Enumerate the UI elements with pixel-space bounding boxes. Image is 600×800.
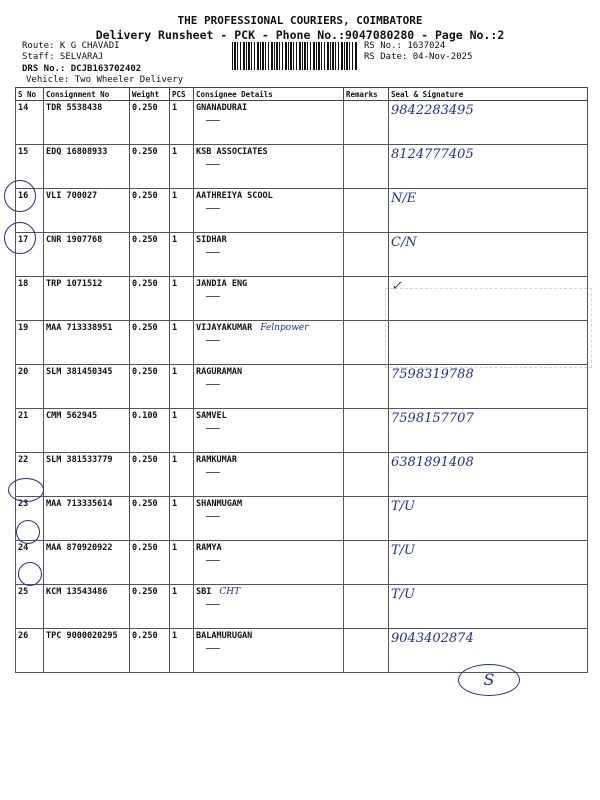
remarks-cell [344, 409, 389, 453]
pcs-cell: 1 [170, 409, 194, 453]
weight-cell: 0.250 [130, 277, 170, 321]
table-row [16, 365, 588, 409]
remarks-cell [344, 453, 389, 497]
circle-mark [8, 478, 44, 502]
consignee-cell [194, 277, 344, 321]
sno-cell: 21 [16, 409, 44, 453]
pcs-cell: 1 [170, 101, 194, 145]
signature-cell: C/N [389, 233, 588, 277]
consignee-name: KSB ASSOCIATES [196, 147, 268, 157]
pcs-cell: 1 [170, 233, 194, 277]
remarks-cell [344, 585, 389, 629]
consignee-cell [194, 409, 344, 453]
consignee-cell [194, 233, 344, 277]
consignee-cell [194, 453, 344, 497]
consignment-cell: TRP 1071512 [44, 277, 130, 321]
weight-cell: 0.250 [130, 541, 170, 585]
circle-mark [4, 180, 36, 212]
remarks-cell [344, 189, 389, 233]
dash-mark [206, 296, 220, 297]
weight-cell: 0.250 [130, 101, 170, 145]
consignment-cell: SLM 381450345 [44, 365, 130, 409]
vehicle-label: Vehicle: Two Wheeler Delivery [26, 75, 184, 85]
weight-cell: 0.250 [130, 189, 170, 233]
table-row [16, 145, 588, 189]
remarks-cell [344, 277, 389, 321]
delivery-table [15, 87, 588, 673]
consignment-cell: MAA 870920922 [44, 541, 130, 585]
table-row [16, 541, 588, 585]
pcs-cell: 1 [170, 365, 194, 409]
remarks-cell [344, 101, 389, 145]
rs-number: RS No.: 1637024 [364, 41, 446, 51]
sno-cell: 24 [16, 541, 44, 585]
signature-cell: 9842283495 [389, 101, 588, 145]
company-title: THE PROFESSIONAL COURIERS, COIMBATORE [177, 14, 423, 27]
remarks-cell [344, 629, 389, 673]
dash-mark [206, 472, 220, 473]
consignment-cell: MAA 713338951 [44, 321, 130, 365]
consignee-cell [194, 101, 344, 145]
sno-cell: 23 [16, 497, 44, 541]
sno-cell: 25 [16, 585, 44, 629]
sno-cell: 19 [16, 321, 44, 365]
remarks-cell [344, 541, 389, 585]
consignee-cell [194, 497, 344, 541]
dash-mark [206, 516, 220, 517]
signature-cell: 6381891408 [389, 453, 588, 497]
faded-stamp [385, 288, 592, 368]
col-pcs: PCS [170, 88, 194, 101]
pcs-cell: 1 [170, 189, 194, 233]
table-row [16, 409, 588, 453]
remarks-cell [344, 233, 389, 277]
dash-mark [206, 164, 220, 165]
staff-label: Staff: SELVARAJ [22, 52, 104, 62]
pcs-cell: 1 [170, 497, 194, 541]
table-row [16, 189, 588, 233]
weight-cell: 0.250 [130, 497, 170, 541]
table-row [16, 233, 588, 277]
table-row [16, 101, 588, 145]
dash-mark [206, 120, 220, 121]
dash-mark [206, 252, 220, 253]
remarks-cell [344, 145, 389, 189]
rs-date: RS Date: 04-Nov-2025 [364, 52, 473, 62]
consignment-cell: EDQ 16808933 [44, 145, 130, 189]
circle-mark [18, 562, 42, 586]
col-consignment: Consignment No [44, 88, 130, 101]
signature-mark: S [458, 664, 520, 696]
remarks-cell [344, 365, 389, 409]
consignee-name: BALAMURUGAN [196, 631, 253, 641]
drs-number: DRS No.: DCJB163702402 [22, 64, 142, 74]
pcs-cell: 1 [170, 145, 194, 189]
table-row [16, 453, 588, 497]
signature-cell: T/U [389, 541, 588, 585]
pcs-cell: 1 [170, 453, 194, 497]
signature-cell: 8124777405 [389, 145, 588, 189]
barcode [232, 42, 358, 70]
consignee-name: RAMKUMAR [196, 455, 237, 465]
weight-cell: 0.250 [130, 585, 170, 629]
pcs-cell: 1 [170, 541, 194, 585]
consignment-cell: KCM 13543486 [44, 585, 130, 629]
dash-mark [206, 648, 220, 649]
sno-cell: 15 [16, 145, 44, 189]
pcs-cell: 1 [170, 629, 194, 673]
consignee-cell [194, 189, 344, 233]
weight-cell: 0.250 [130, 321, 170, 365]
consignee-cell [194, 145, 344, 189]
signature-cell: 7598319788 [389, 365, 588, 409]
sno-cell: 14 [16, 101, 44, 145]
route-label: Route: K G CHAVADI [22, 41, 120, 51]
signature-cell: T/U [389, 497, 588, 541]
pcs-cell: 1 [170, 277, 194, 321]
consignment-cell: SLM 381533779 [44, 453, 130, 497]
consignment-cell: CMM 562945 [44, 409, 130, 453]
remarks-cell [344, 497, 389, 541]
consignee-name: SAMVEL [196, 411, 227, 421]
table-row [16, 585, 588, 629]
col-remarks: Remarks [344, 88, 389, 101]
dash-mark [206, 428, 220, 429]
circle-mark [4, 222, 36, 254]
weight-cell: 0.250 [130, 145, 170, 189]
dash-mark [206, 384, 220, 385]
consignment-cell: MAA 713335614 [44, 497, 130, 541]
consignee-name: RAGURAMAN [196, 367, 243, 377]
weight-cell: 0.100 [130, 409, 170, 453]
consignment-cell: TDR 5538438 [44, 101, 130, 145]
consignment-cell: TPC 9000020295 [44, 629, 130, 673]
pcs-cell: 1 [170, 321, 194, 365]
signature-cell: T/U [389, 585, 588, 629]
consignee-cell [194, 365, 344, 409]
table-row [16, 497, 588, 541]
table-header-row [16, 88, 588, 101]
consignee-name: VIJAYAKUMAR [196, 323, 253, 333]
weight-cell: 0.250 [130, 453, 170, 497]
consignee-name: SIDHAR [196, 235, 227, 245]
consignment-cell: CNR 1907768 [44, 233, 130, 277]
sno-cell: 22 [16, 453, 44, 497]
weight-cell: 0.250 [130, 365, 170, 409]
consignee-name: GNANADURAI [196, 103, 248, 113]
weight-cell: 0.250 [130, 233, 170, 277]
col-sno: S No [16, 88, 44, 101]
consignment-cell: VLI 700027 [44, 189, 130, 233]
consignee-cell [194, 321, 344, 365]
dash-mark [206, 604, 220, 605]
col-seal: Seal & Signature [389, 88, 588, 101]
sno-cell: 17 [16, 233, 44, 277]
dash-mark [206, 208, 220, 209]
consignee-name: JANDIA ENG [196, 279, 248, 289]
sno-cell: 16 [16, 189, 44, 233]
col-consignee: Consignee Details [194, 88, 344, 101]
sno-cell: 20 [16, 365, 44, 409]
sno-cell: 26 [16, 629, 44, 673]
consignee-cell [194, 585, 344, 629]
consignee-name: SHANMUGAM [196, 499, 243, 509]
consignee-cell [194, 629, 344, 673]
consignee-name: AATHREIYA SCOOL [196, 191, 273, 201]
runsheet-title: Delivery Runsheet - PCK - Phone No.:9047080280 - Page No.:2 [95, 28, 505, 42]
signature-cell: ✓ [389, 277, 588, 321]
consignee-name: RAMYA [196, 543, 222, 553]
col-weight: Weight [130, 88, 170, 101]
consignee-cell [194, 541, 344, 585]
remarks-cell [344, 321, 389, 365]
consignee-note: Felnpower [260, 323, 309, 333]
signature-cell: N/E [389, 189, 588, 233]
circle-mark [16, 520, 40, 544]
dash-mark [206, 560, 220, 561]
pcs-cell: 1 [170, 585, 194, 629]
signature-cell: 7598157707 [389, 409, 588, 453]
consignee-name: SBI [196, 587, 212, 597]
signature-cell: 9043402874 [389, 629, 588, 673]
dash-mark [206, 340, 220, 341]
sno-cell: 18 [16, 277, 44, 321]
weight-cell: 0.250 [130, 629, 170, 673]
consignee-note: CHT [219, 587, 241, 597]
